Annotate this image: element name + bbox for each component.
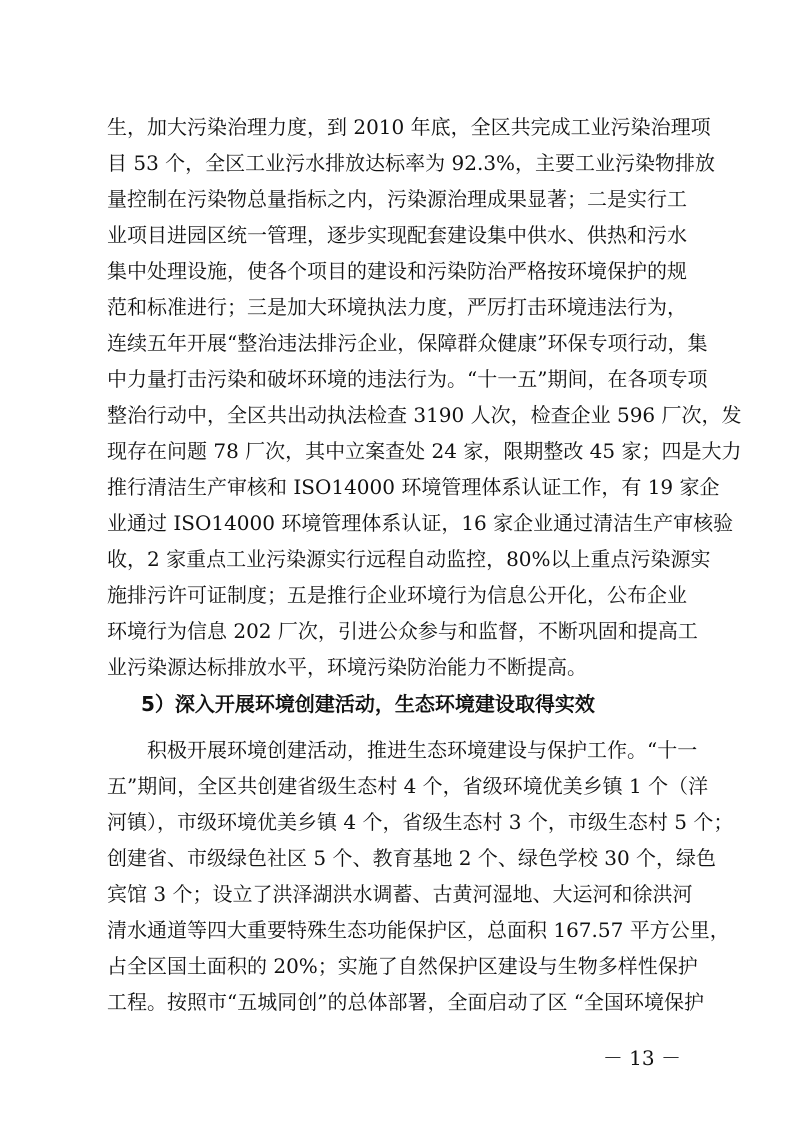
text-line: 收，2 家重点工业污染源实行远程自动监控，80%以上重点污染源实 (107, 547, 711, 571)
text-line: 占全区国土面积的 20%；实施了自然保护区建设与生物多样性保护 (107, 954, 698, 978)
text-line: 现存在问题 78 厂次，其中立案查处 24 家，限期整改 45 家；四是大力 (107, 439, 742, 463)
section-heading: 5）深入开展环境创建活动，生态环境建设取得实效 (141, 692, 595, 716)
text-line: 推行清洁生产审核和 ISO14000 环境管理体系认证工作，有 19 家企 (107, 475, 720, 499)
text-line: 河镇），市级环境优美乡镇 4 个，省级生态村 3 个，市级生态村 5 个； (107, 810, 734, 834)
text-line: 工程。按照市“五城同创”的总体部署，全面启动了区 “全国环境保护 (107, 990, 705, 1014)
text-line: 范和标准进行；三是加大环境执法力度，严厉打击环境违法行为， (107, 295, 687, 319)
text-line: 业通过 ISO14000 环境管理体系认证，16 家企业通过清洁生产审核验 (107, 511, 734, 535)
text-line: 积极开展环境创建活动，推进生态环境建设与保护工作。“十一 (147, 738, 698, 762)
text-line: 目 53 个，全区工业污水排放达标率为 92.3%，主要工业污染物排放 (107, 151, 716, 175)
text-line: 量控制在污染物总量指标之内，污染源治理成果显著；二是实行工 (107, 187, 687, 211)
text-line: 整治行动中，全区共出动执法检查 3190 人次，检查企业 596 厂次，发 (107, 403, 742, 427)
text-line: 业污染源达标排放水平，环境污染防治能力不断提高。 (107, 655, 587, 679)
text-line: 宾馆 3 个；设立了洪泽湖洪水调蓄、古黄河湿地、大运河和徐洪河 (107, 882, 693, 906)
text-line: 集中处理设施，使各个项目的建设和污染防治严格按环境保护的规 (107, 259, 687, 283)
text-line: 中力量打击污染和破坏环境的违法行为。“十一五”期间，在各项专项 (107, 367, 708, 391)
text-line: 施排污许可证制度；五是推行企业环境行为信息公开化，公布企业 (107, 583, 687, 607)
text-line: 环境行为信息 202 厂次，引进公众参与和监督，不断巩固和提高工 (107, 619, 698, 643)
page-number: － 13 － (602, 1046, 681, 1070)
text-line: 五”期间，全区共创建省级生态村 4 个，省级环境优美乡镇 1 个（洋 (107, 774, 709, 798)
text-line: 连续五年开展“整治违法排污企业，保障群众健康”环保专项行动，集 (107, 331, 708, 355)
text-line: 业项目进园区统一管理，逐步实现配套建设集中供水、供热和污水 (107, 223, 687, 247)
text-line: 创建省、市级绿色社区 5 个、教育基地 2 个、绿色学校 30 个，绿色 (107, 846, 717, 870)
text-line: 清水通道等四大重要特殊生态功能保护区，总面积 167.57 平方公里， (107, 918, 730, 942)
text-line: 生，加大污染治理力度，到 2010 年底，全区共完成工业污染治理项 (107, 115, 711, 139)
